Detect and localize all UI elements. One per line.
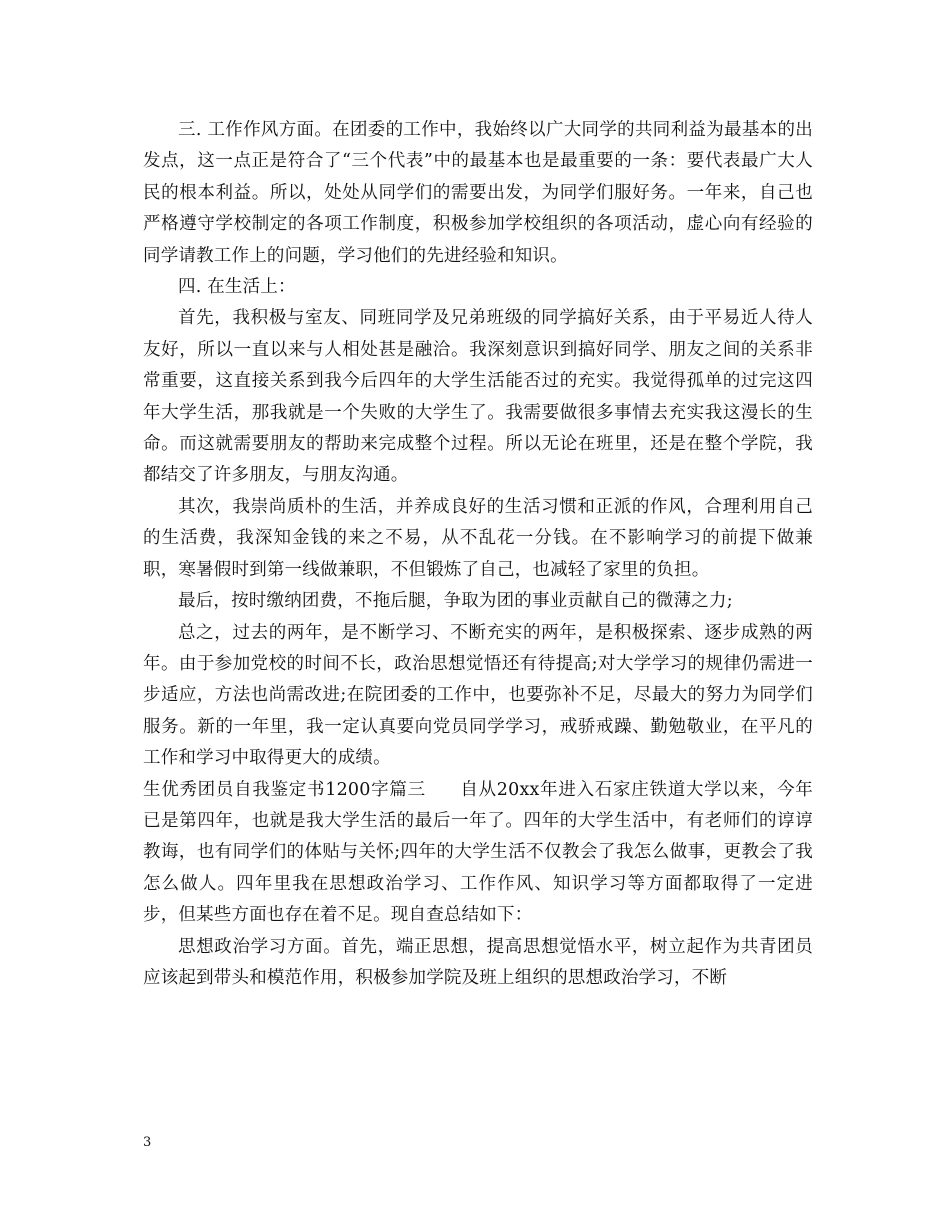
page-number: 3 [143, 1135, 152, 1150]
paragraph-summary: 总之，过去的两年，是不断学习、不断充实的两年，是积极探索、逐步成熟的两年。由于参加党校的时间不长，政治思想觉悟还有待提高;对大学学习的规律仍需进一步适应，方法也尚需改进;在院团委的工作中，也要弥补不足，尽最大的努力为同学们服务。新的一年里，我一定认真要向党员同学学习，戒骄戒躁、勤勉敬业，在平凡的工作和学习中取得更大的成绩。 [143, 622, 813, 769]
paragraph-life-heading: 四. 在生活上： [178, 277, 296, 298]
paragraph-political-study: 思想政治学习方面。首先，端正思想，提高思想觉悟水平，树立起作为共青团员应该起到带头和模范作用，积极参加学院及班上组织的思想政治学习，不断 [143, 936, 813, 988]
paragraph-work-style: 三. 工作作风方面。在团委的工作中，我始终以广大同学的共同利益为最基本的出发点，这一点正是符合了“三个代表”中的最基本也是最重要的一条：要代表最广大人民的根本利益。所以，处处从同学们的需要出发，为同学们服好务。一年来，自己也严格遵守学校制定的各项工作制度，积极参加学校组织的各项活动，虚心向有经验的同学请教工作上的问题，学习他们的先进经验和知识。 [143, 120, 813, 266]
document-body [143, 115, 813, 994]
paragraph-first: 首先，我积极与室友、同班同学及兄弟班级的同学搞好关系，由于平易近人待人友好，所以一直以来与人相处甚是融洽。我深刻意识到搞好同学、朋友之间的关系非常重要，这直接关系到我今后四年的大学生活能否过的充实。我觉得孤单的过完这四年大学生活，那我就是一个失败的大学生了。我需要做很多事情去充实我这漫长的生命。而这就需要朋友的帮助来完成整个过程。所以无论在班里，还是在整个学院，我都结交了许多朋友，与朋友沟通。 [143, 308, 813, 486]
section-intro: 自从20xx年进入石家庄铁道大学以来，今年已是第四年，也就是我大学生活的最后一年了。四年的大学生活中，有老师们的谆谆教诲，也有同学们的体贴与关怀;四年的大学生活不仅教会了我怎么做事，更教会了我怎么做人。四年里我在思想政治学习、工作作风、知识学习等方面都取得了一定进步，但某些方面也存在着不足。现自查总结如下： [143, 779, 813, 926]
paragraph-last: 最后，按时缴纳团费，不拖后腿，争取为团的事业贡献自己的微薄之力; [178, 591, 733, 612]
paragraph-second: 其次，我崇尚质朴的生活，并养成良好的生活习惯和正派的作风，合理利用自己的生活费，我深知金钱的来之不易，从不乱花一分钱。在不影响学习的前提下做兼职，寒暑假时到第一线做兼职，不但锻炼了自己，也减轻了家里的负担。 [143, 496, 813, 580]
section-heading: 生优秀团员自我鉴定书1200字篇三 [143, 779, 426, 800]
section-paragraph [143, 775, 813, 932]
